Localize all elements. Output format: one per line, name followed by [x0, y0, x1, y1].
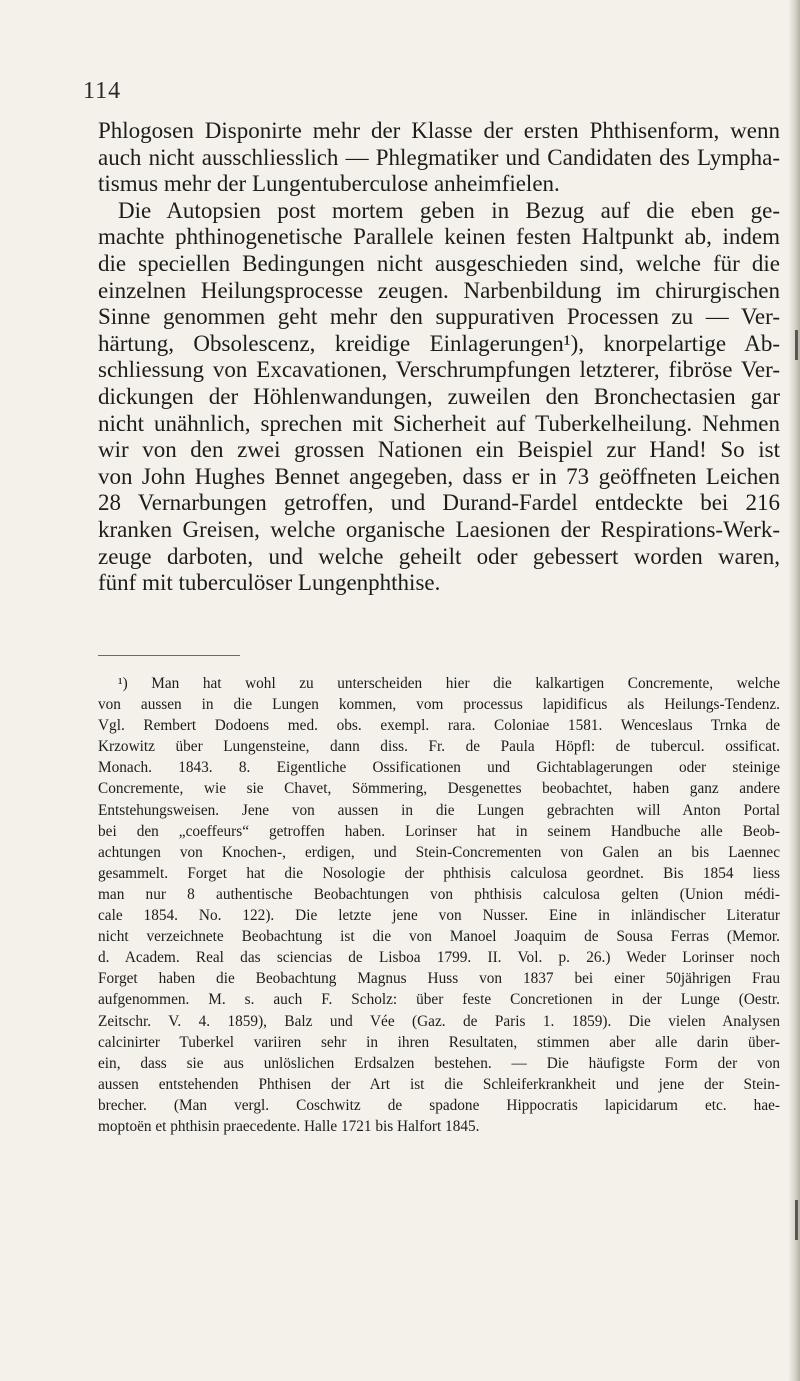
footnote-line: calcinirter Tuberkel variiren sehr in ihren Resultaten, stimmen aber alle darin über- [98, 1033, 780, 1051]
text-line: machte phthinogenetische Parallele keinen festen Haltpunkt ab, indem [98, 224, 780, 250]
text-line: wir von den zwei grossen Nationen ein Beispiel zur Hand! So ist [98, 437, 780, 463]
footnote-separator [98, 655, 240, 656]
page-edge [788, 0, 800, 1381]
footnote-line: man nur 8 authentische Beobachtungen von phthisis calculosa gelten (Union médi- [98, 885, 780, 903]
footnote-line: Concremente, wie sie Chavet, Sömmering, Desgenettes beobachtet, haben ganz andere [98, 780, 780, 798]
footnote-line: ein, dass sie aus unlöslichen Erdsalzen bestehen. — Die häufigste Form der von [98, 1054, 780, 1072]
main-text [98, 118, 780, 597]
text-line: dickungen der Höhlenwandungen, zuweilen den Bronchectasien gar [98, 383, 780, 409]
text-line: zeuge darboten, und welche geheilt oder gebessert worden waren, [98, 543, 780, 569]
footnote-line: nicht verzeichnete Beobachtung ist die von Manoel Joaquim de Sousa Ferras (Memor. [98, 928, 780, 946]
footnote-line: ¹) Man hat wohl zu unterscheiden hier die kalkartigen Concremente, welche [118, 675, 780, 692]
footnote-line: Entstehungsweisen. Jene von aussen in die Lungen gebrachten will Anton Portal [98, 801, 780, 819]
text-line: fünf mit tuberculöser Lungenphthise. [98, 570, 441, 596]
footnote-line: cale 1854. No. 122). Die letzte jene von Nusser. Eine in inländischer Literatur [98, 907, 780, 925]
page-number: 114 [83, 78, 122, 104]
text-line: von John Hughes Bennet angegeben, dass er in 73 geöffneten Leichen [98, 463, 780, 489]
text-line: kranken Greisen, welche organische Laesionen der Respirations-Werk- [98, 516, 780, 542]
text-line: 28 Vernarbungen getroffen, und Durand-Fardel entdeckte bei 216 [98, 490, 780, 516]
footnote-line: Monach. 1843. 8. Eigentliche Ossificationen und Gichtablagerungen oder steinige [98, 759, 780, 777]
footnotes [98, 673, 780, 1137]
text-line: schliessung von Excavationen, Verschrumpfungen letzterer, fibröse Ver- [98, 357, 780, 383]
text-line: Sinne genommen geht mehr den suppurativen Processen zu — Ver- [98, 304, 780, 330]
footnote-line: d. Academ. Real das sciencias de Lisboa 1799. II. Vol. p. 26.) Weder Lorinser noch [98, 949, 780, 967]
footnote-line: Vgl. Rembert Dodoens med. obs. exempl. rara. Coloniae 1581. Wenceslaus Trnka de [98, 717, 780, 735]
edge-mark [795, 330, 798, 360]
text-line: auch nicht ausschliesslich — Phlegmatiker und Candidaten des Lympha- [98, 144, 780, 170]
footnote-line: aussen entstehenden Phthisen der Art ist die Schleiferkrankheit und jene der Stein- [98, 1075, 780, 1093]
footnote-line: moptoën et phthisin praecedente. Halle 1721 bis Halfort 1845. [98, 1117, 480, 1135]
text-line: die speciellen Bedingungen nicht ausgeschieden sind, welche für die [98, 250, 780, 276]
text-line: tismus mehr der Lungentuberculose anheimfielen. [98, 171, 560, 197]
footnote-line: gesammelt. Forget hat die Nosologie der phthisis calculosa geordnet. Bis 1854 liess [98, 864, 780, 882]
footnote-line: bei den „coeffeurs“ getroffen haben. Lorinser hat in seinem Handbuche alle Beob- [98, 822, 780, 840]
footnote-line: Zeitschr. V. 4. 1859), Balz und Vée (Gaz. de Paris 1. 1859). Die vielen Analysen [98, 1012, 780, 1030]
text-line: härtung, Obsolescenz, kreidige Einlagerungen¹), knorpelartige Ab- [98, 330, 780, 356]
text-line: einzelnen Heilungsprocesse zeugen. Narbenbildung im chirurgischen [98, 277, 780, 303]
footnote-line: brecher. (Man vergl. Coschwitz de spadone Hippocratis lapicidarum etc. hae- [98, 1096, 780, 1114]
footnote-line: aufgenommen. M. s. auch F. Scholz: über feste Concretionen in der Lunge (Oestr. [98, 991, 780, 1009]
footnote-line: achtungen von Knochen-, erdigen, und Stein-Concrementen von Galen an bis Laennec [98, 843, 780, 861]
text-line: Phlogosen Disponirte mehr der Klasse der ersten Phthisenform, wenn [98, 118, 780, 143]
text-line: nicht unähnlich, sprechen mit Sicherheit auf Tuberkelheilung. Nehmen [98, 410, 780, 436]
footnote-line: Krzowitz über Lungensteine, dann diss. Fr. de Paula Höpfl: de tubercul. ossificat. [98, 738, 780, 756]
footnote-line: Forget haben die Beobachtung Magnus Huss von 1837 bei einer 50jährigen Frau [98, 970, 780, 988]
text-line: Die Autopsien post mortem geben in Bezug auf die eben ge- [118, 197, 780, 223]
footnote-line: von aussen in die Lungen kommen, vom processus lapidificus als Heilungs-Tendenz. [98, 696, 780, 714]
edge-mark [795, 1200, 798, 1240]
